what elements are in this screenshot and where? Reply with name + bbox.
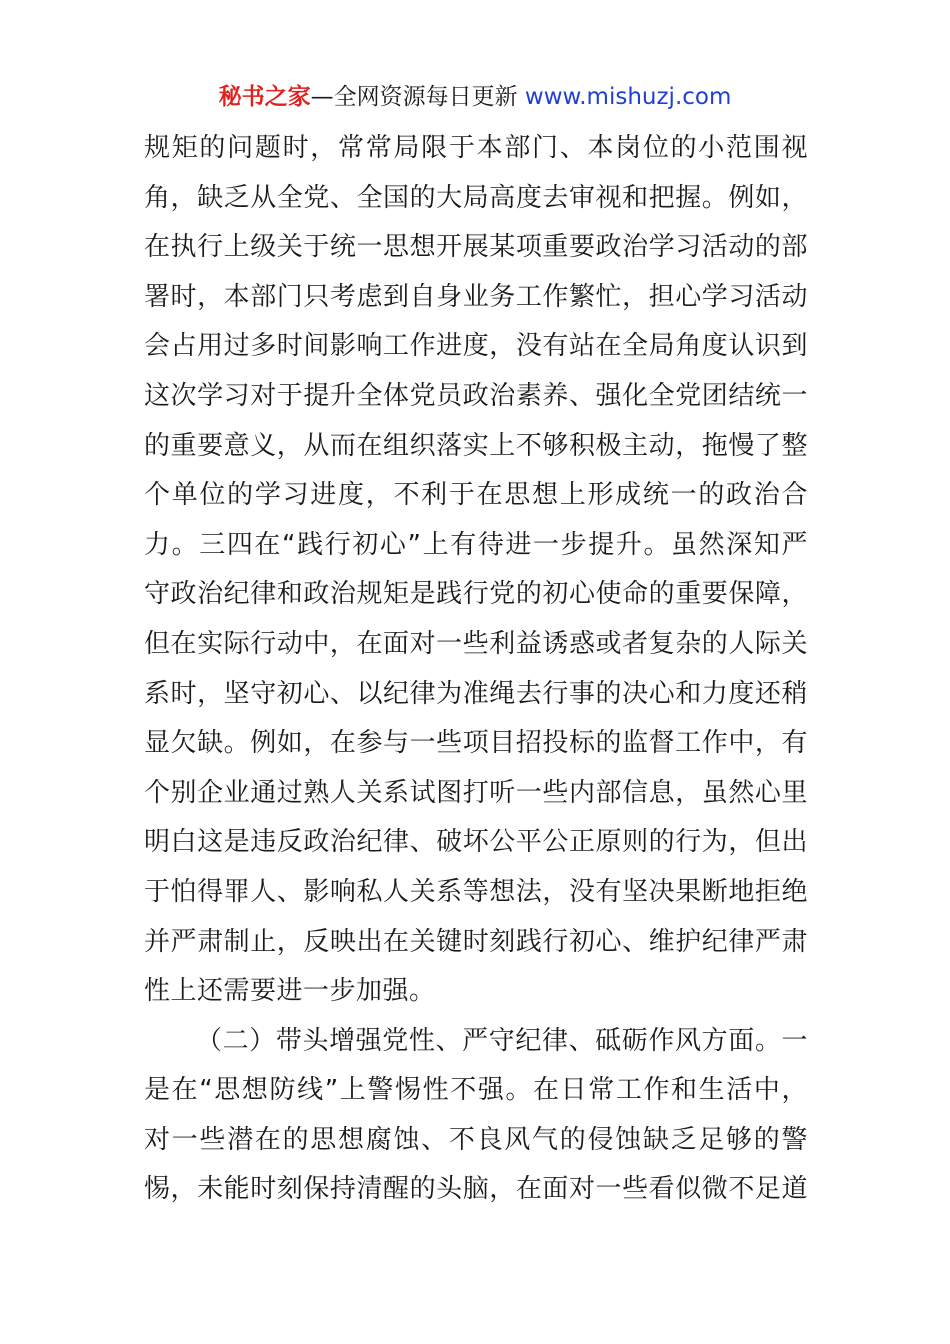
section-heading-line: （二）带头增强党性、严守纪律、砥砺作风方面。一 <box>196 1025 808 1056</box>
text-line: 是在“思想防线”上警惕性不强。在日常工作和生活中， <box>144 1075 808 1106</box>
text-line: 系时，坚守初心、以纪律为准绳去行事的决心和力度还稍 <box>144 678 808 709</box>
site-url[interactable]: www.mishuzj.com <box>524 84 732 110</box>
text-line: 但在实际行动中，在面对一些利益诱惑或者复杂的人际关 <box>144 628 808 659</box>
text-line: 个单位的学习进度，不利于在思想上形成统一的政治合 <box>144 480 808 511</box>
text-line: 会占用过多时间影响工作进度，没有站在全局角度认识到 <box>144 331 808 362</box>
text-line: 个别企业通过熟人关系试图打听一些内部信息，虽然心里 <box>144 777 808 808</box>
text-line: 角，缺乏从全党、全国的大局高度去审视和把握。例如， <box>144 182 808 213</box>
text-line: 惕，未能时刻保持清醒的头脑，在面对一些看似微不足道 <box>144 1174 808 1205</box>
paragraph-end-line: 性上还需要进一步加强。 <box>144 976 436 1007</box>
text-line: 明白这是违反政治纪律、破坏公平公正原则的行为，但出 <box>144 827 808 858</box>
header-tagline: —全网资源每日更新 <box>310 84 518 110</box>
text-line: 显欠缺。例如，在参与一些项目招投标的监督工作中，有 <box>144 728 808 759</box>
text-line: 并严肃制止，反映出在关键时刻践行初心、维护纪律严肃 <box>144 926 808 957</box>
text-line: 在执行上级关于统一思想开展某项重要政治学习活动的部 <box>144 232 808 263</box>
text-line: 署时，本部门只考虑到自身业务工作繁忙，担心学习活动 <box>144 281 808 312</box>
text-line: 的重要意义，从而在组织落实上不够积极主动，拖慢了整 <box>144 430 808 461</box>
brand-name: 秘书之家 <box>218 84 311 110</box>
page-header <box>0 80 950 114</box>
text-line: 对一些潜在的思想腐蚀、不良风气的侵蚀缺乏足够的警 <box>144 1124 808 1155</box>
text-line: 这次学习对于提升全体党员政治素养、强化全党团结统一 <box>144 380 808 411</box>
text-line: 规矩的问题时，常常局限于本部门、本岗位的小范围视 <box>144 133 808 163</box>
text-line: 守政治纪律和政治规矩是践行党的初心使命的重要保障， <box>144 579 808 610</box>
document-body <box>144 124 808 1215</box>
text-line: 于怕得罪人、影响私人关系等想法，没有坚决果断地拒绝 <box>144 876 808 907</box>
text-line: 力。三四在“践行初心”上有待进一步提升。虽然深知严 <box>144 529 808 560</box>
